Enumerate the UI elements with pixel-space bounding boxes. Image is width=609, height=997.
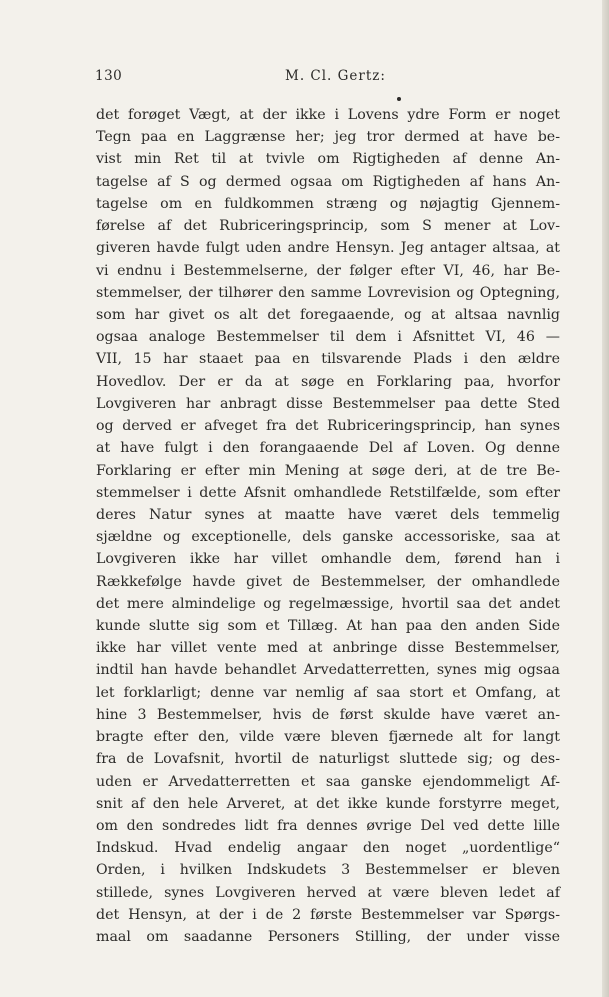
text-line: ogsaa analoge Bestemmelser til dem i Afsnittet VI, 46 — [96,329,560,346]
text-line: Tegn paa en Laggrænse her; jeg tror dermed at have be- [96,129,560,146]
text-line: giveren havde fulgt uden andre Hensyn. Jeg antager altsaa, at [96,240,560,257]
text-line: Indskud. Hvad endelig angaar den noget „uordentlige“ [96,840,560,857]
text-line: stemmelser, der tilhører den samme Lovrevision og Optegning, [96,284,560,301]
text-line: let forklarligt; denne var nemlig af saa stort et Omfang, at [96,684,560,701]
text-line: stillede, synes Lovgiveren herved at være bleven ledet af [96,884,560,901]
page-header [95,68,558,88]
text-line: førelse af det Rubriceringsprincip, som S mener at Lov- [96,218,560,235]
text-line: sjældne og exceptionelle, dels ganske accessoriske, saa at [96,529,560,546]
text-line: Rækkefølge havde givet de Bestemmelser, der omhandlede [96,573,560,590]
text-line: uden er Arvedatterretten et saa ganske ejendommeligt Af- [96,773,560,790]
text-line: Hovedlov. Der er da at søge en Forklaring paa, hvorfor [96,373,560,390]
page-edge [602,0,609,997]
text-line: vi endnu i Bestemmelserne, der følger efter VI, 46, har Be- [96,262,560,279]
text-line: bragte efter den, vilde være bleven fjærnede alt for langt [96,729,560,746]
text-line: vist min Ret til at tvivle om Rigtigheden af denne An- [96,151,560,168]
text-line: hine 3 Bestemmelser, hvis de først skulde have været an- [96,706,560,723]
text-line: fra de Lovafsnit, hvortil de naturligst sluttede sig; og des- [96,751,560,768]
text-line: om den sondredes lidt fra dennes øvrige Del ved dette lille [96,818,560,834]
text-line: VII, 15 har staaet paa en tilsvarende Plads i den ældre [96,351,560,368]
text-line: indtil han havde behandlet Arvedatterretten, synes mig ogsaa [96,662,560,679]
text-line: at have fulgt i den forangaaende Del af Loven. Og denne [96,440,560,457]
text-line: kunde slutte sig som et Tillæg. At han paa den anden Side [96,618,560,635]
text-line: det mere almindelige og regelmæssige, hvortil saa det andet [96,595,560,612]
text-line: Orden, i hvilken Indskudets 3 Bestemmelser er bleven [96,862,560,879]
text-line: Forklaring er efter min Mening at søge deri, at de tre Be- [96,462,560,479]
text-line: ikke har villet vente med at anbringe disse Bestemmelser, [96,640,560,657]
text-line: det forøget Vægt, at der ikke i Lovens ydre Form er noget [96,107,560,123]
text-line: stemmelser i dette Afsnit omhandlede Retstilfælde, som efter [96,484,560,501]
text-line: som har givet os alt det foregaaende, og at altsaa navnlig [96,306,560,323]
text-line: det Hensyn, at der i de 2 første Bestemmelser var Spørgs- [96,906,560,923]
text-line: Lovgiveren har anbragt disse Bestemmelser paa dette Sted [96,395,560,412]
ink-mark [397,97,401,101]
text-line: deres Natur synes at maatte have været dels temmelig [96,506,560,523]
text-line: tagelse om en fuldkommen stræng og nøjagtig Gjennem- [96,195,560,212]
text-line: Lovgiveren ikke har villet omhandle dem, førend han i [96,551,560,568]
text-line: snit af den hele Arveret, at det ikke kunde forstyrre meget, [96,795,560,812]
page-number: 130 [95,68,123,84]
text-line: maal om saadanne Personers Stilling, der under visse [96,929,560,946]
body-text [96,104,560,948]
running-head: M. Cl. Gertz: [285,68,386,84]
text-line: og derved er afveget fra det Rubriceringsprincip, han synes [96,418,560,435]
text-line: tagelse af S og dermed ogsaa om Rigtigheden af hans An- [96,173,560,190]
